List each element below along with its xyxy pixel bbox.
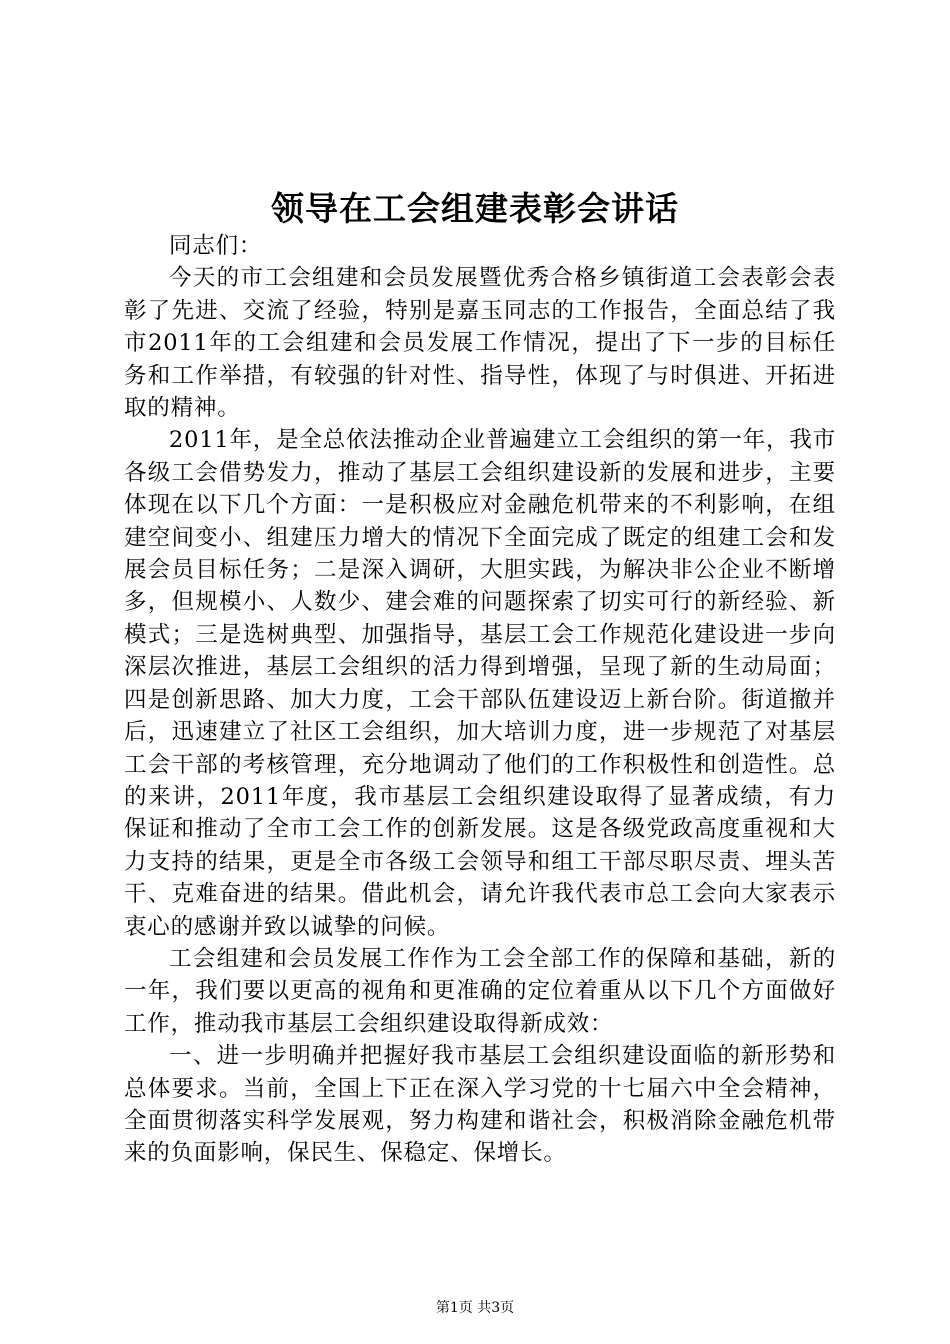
document-body xyxy=(124,230,836,1170)
body-paragraph: 工会组建和会员发展工作作为工会全部工作的保障和基础，新的一年，我们要以更高的视角和更准确的定位着重从以下几个方面做好工作，推动我市基层工会组织建设取得新成效： xyxy=(124,945,836,1037)
body-paragraph: 2011年，是全总依法推动企业普遍建立工会组织的第一年，我市各级工会借势发力，推动了基层工会组织建设新的发展和进步，主要体现在以下几个方面：一是积极应对金融危机带来的不利影响，在组建空间变小、组建压力增大的情况下全面完成了既定的组建工会和发展会员目标任务；二是深入调研，大胆实践，为解决非公企业不断增多，但规模小、人数少、建会难的问题探索了切实可行的新经验、新模式；三是选树典型、加强指导，基层工会工作规范化建设进一步向深层次推进，基层工会组织的活力得到增强，呈现了新的生动局面；四是创新思路、加大力度，工会干部队伍建设迈上新台阶。街道撤并后，迅速建立了社区工会组织，加大培训力度，进一步规范了对基层工会干部的考核管理，充分地调动了他们的工作积极性和创造性。总的来讲，2011年度，我市基层工会组织建设取得了显著成绩，有力保证和推动了全市工会工作的创新发展。这是各级党政高度重视和大力支持的结果，更是全市各级工会领导和组工干部尽职尽责、埋头苦干、克难奋进的结果。借此机会，请允许我代表市总工会向大家表示衷心的感谢并致以诚挚的问候。 xyxy=(124,427,836,940)
page-footer: 第1页 共3页 xyxy=(435,1300,515,1316)
body-paragraph: 一、进一步明确并把握好我市基层工会组织建设面临的新形势和总体要求。当前，全国上下正在深入学习党的十七届六中全会精神，全面贯彻落实科学发展观，努力构建和谐社会，积极消除金融危机带来的负面影响，保民生、保稳定、保增长。 xyxy=(124,1043,836,1167)
body-paragraph: 今天的市工会组建和会员发展暨优秀合格乡镇街道工会表彰会表彰了先进、交流了经验，特别是嘉玉同志的工作报告，全面总结了我市2011年的工会组建和会员发展工作情况，提出了下一步的目标任务和工作举措，有较强的针对性、指导性，体现了与时俱进、开拓进取的精神。 xyxy=(124,265,836,422)
document-title: 领导在工会组建表彰会讲话 xyxy=(271,189,679,228)
salutation-paragraph: 同志们： xyxy=(169,233,263,259)
